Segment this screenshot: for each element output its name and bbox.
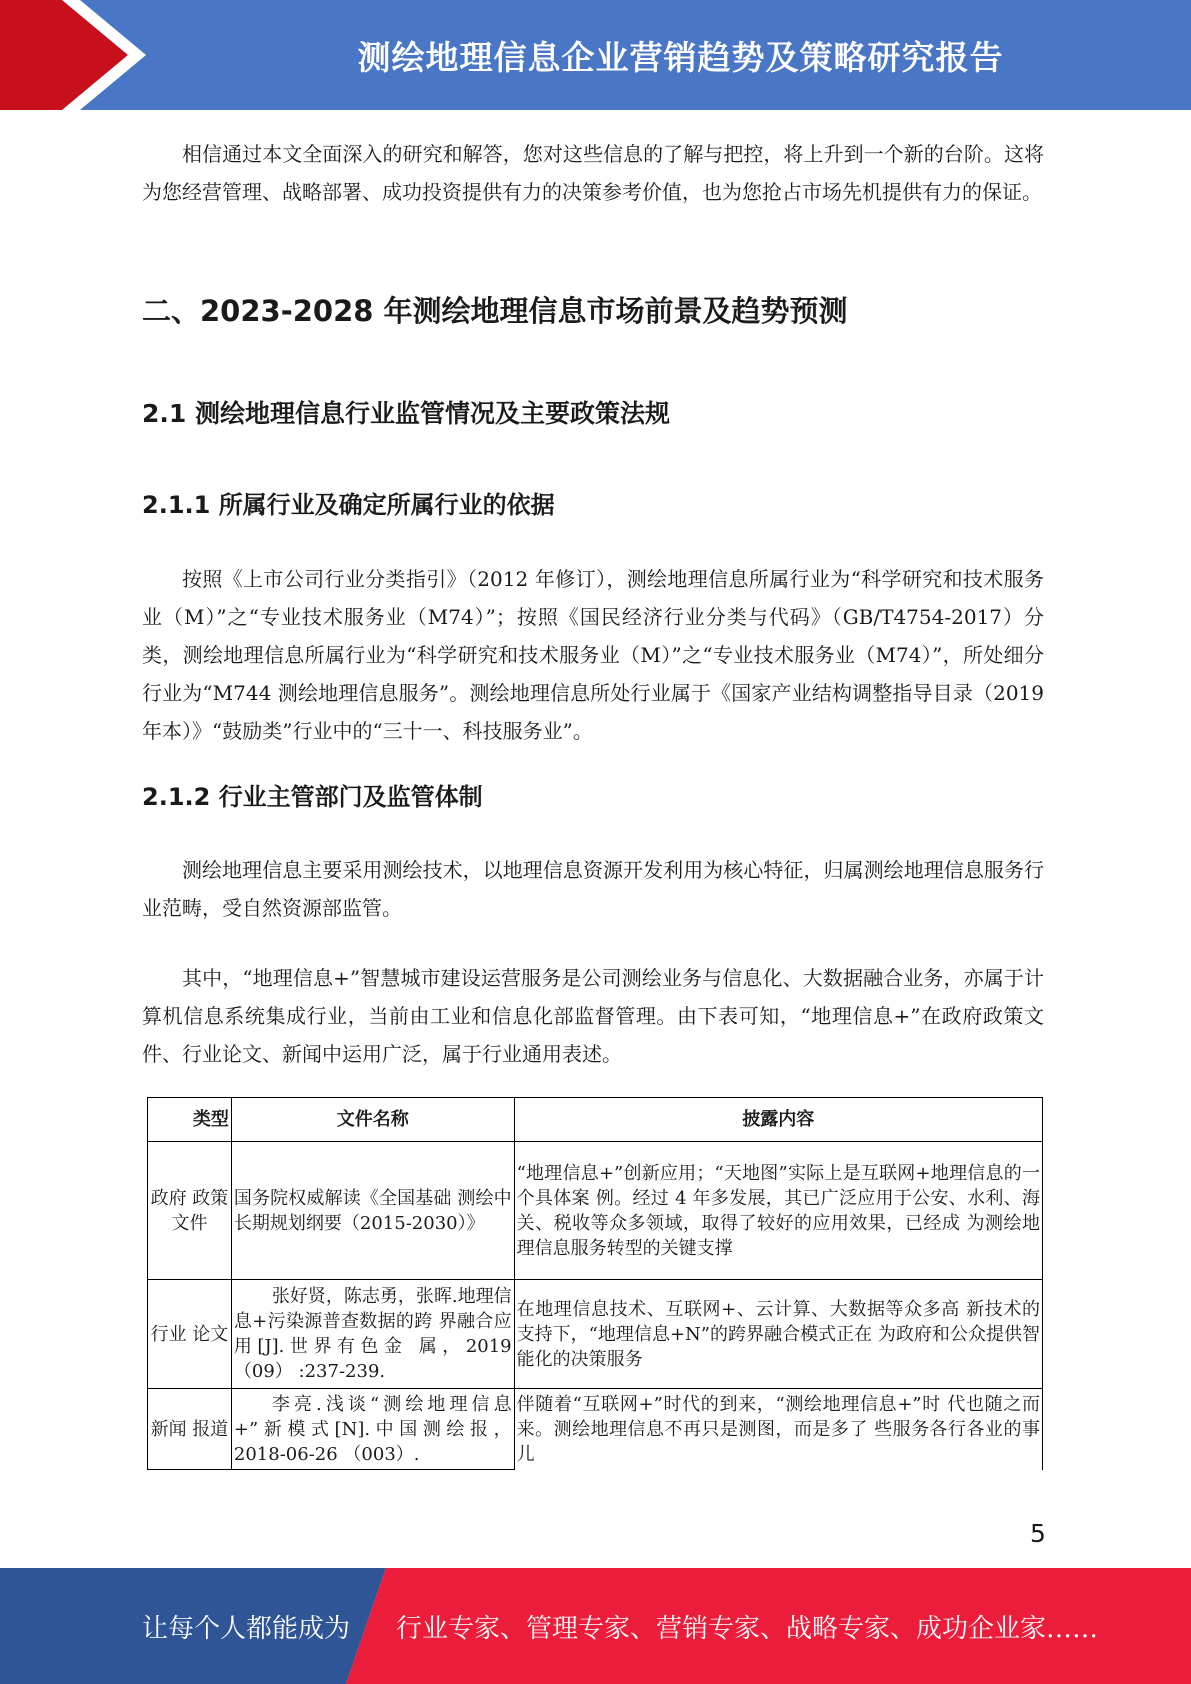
geo-info-plus-paragraph: 其中，“地理信息+”智慧城市建设运营服务是公司测绘业务与信息化、大数据融合业务，亦属于计算机信息系统集成行业，当前由工业和信息化部监督管理。由下表可知，“地理信息+”在政府政策文件、行业论文、新闻中运用广泛，属于行业通用表述。 bbox=[142, 966, 1044, 1066]
table-row bbox=[148, 1142, 1043, 1280]
subsection-2-1-2-heading: 2.1.2 行业主管部门及监管体制 bbox=[142, 783, 483, 811]
section-heading: 二、2023-2028 年测绘地理信息市场前景及趋势预测 bbox=[142, 294, 848, 328]
industry-classification-paragraph: 按照《上市公司行业分类指引》（2012 年修订），测绘地理信息所属行业为“科学研究和技术服务业（M）”之“专业技术服务业（M74）”；按照《国民经济行业分类与代码》（GB/T4754-2017）分类，测绘地理信息所属行业为“科学研究和技术服务业（M）”之“专业技术服务业（M74）”，所处细分行业为“M744 测绘地理信息服务”。测绘地理信息所处行业属于《国家产业结构调整指导目录（2019 年本）》“鼓励类”行业中的“三十一、科技服务业”。 bbox=[142, 567, 1044, 743]
intro-paragraph: 相信通过本文全面深入的研究和解答，您对这些信息的了解与把控，将上升到一个新的台阶。这将为您经营管理、战略部署、成功投资提供有力的决策参考价值，也为您抢占市场先机提供有力的保证。 bbox=[142, 142, 1044, 204]
col-header-type: 类型 bbox=[148, 1098, 232, 1142]
footer-lead-text: 让每个人都能成为 bbox=[142, 1613, 351, 1644]
row-content: “地理信息+”创新应用；“天地图”实际上是互联网+地理信息的一个具体案 例。经过 4 年多发展，其已广泛应用于公安、水利、海 关、税收等众多领域，取得了较好的应用效果，已经成 为测绘地理信息服务转型的关键支撑 bbox=[514, 1142, 1042, 1280]
usage-table bbox=[147, 1097, 1043, 1470]
report-title: 测绘地理信息企业营销趋势及策略研究报告 bbox=[357, 37, 1004, 77]
row-document: 张好贤，陈志勇，张晖.地理信息+污染源普查数据的跨 界融合应用[J].世界有色金 属，2019（09） :237-239. bbox=[231, 1280, 514, 1389]
page-number: 5 bbox=[1030, 1519, 1046, 1548]
col-header-document: 文件名称 bbox=[231, 1098, 514, 1142]
regulator-paragraph: 测绘地理信息主要采用测绘技术，以地理信息资源开发利用为核心特征，归属测绘地理信息服务行业范畴，受自然资源部监管。 bbox=[142, 858, 1044, 920]
footer-tagline: 行业专家、管理专家、营销专家、战略专家、成功企业家…… bbox=[396, 1613, 1099, 1644]
header-bar bbox=[0, 0, 1191, 110]
header-arrow-icon bbox=[0, 0, 170, 110]
subsection-2-1-1-heading: 2.1.1 所属行业及确定所属行业的依据 bbox=[142, 491, 555, 519]
row-type: 新闻 报道 bbox=[148, 1389, 232, 1470]
col-header-content: 披露内容 bbox=[514, 1098, 1042, 1142]
row-type: 行业 论文 bbox=[148, 1280, 232, 1389]
row-content: 在地理信息技术、互联网+、云计算、大数据等众多高 新技术的支持下，“地理信息+N”的跨界融合模式正在 为政府和公众提供智能化的决策服务 bbox=[514, 1280, 1042, 1389]
footer-bar bbox=[0, 1568, 1191, 1684]
table-row bbox=[148, 1280, 1043, 1389]
row-type: 政府 政策 文件 bbox=[148, 1142, 232, 1280]
row-document: 国务院权威解读《全国基础 测绘中长期规划纲要（2015-2030）》 bbox=[231, 1142, 514, 1280]
row-content: 伴随着“互联网+”时代的到来，“测绘地理信息+”时 代也随之而来。测绘地理信息不再只是测图，而是多了 些服务各行各业的事儿 bbox=[514, 1389, 1042, 1470]
table-row bbox=[148, 1389, 1043, 1470]
subsection-heading: 2.1 测绘地理信息行业监管情况及主要政策法规 bbox=[142, 399, 670, 428]
row-document: 李亮.浅谈“测绘地理信息 +”新模式[N].中国测绘报， 2018-06-26 （003）. bbox=[231, 1389, 514, 1470]
